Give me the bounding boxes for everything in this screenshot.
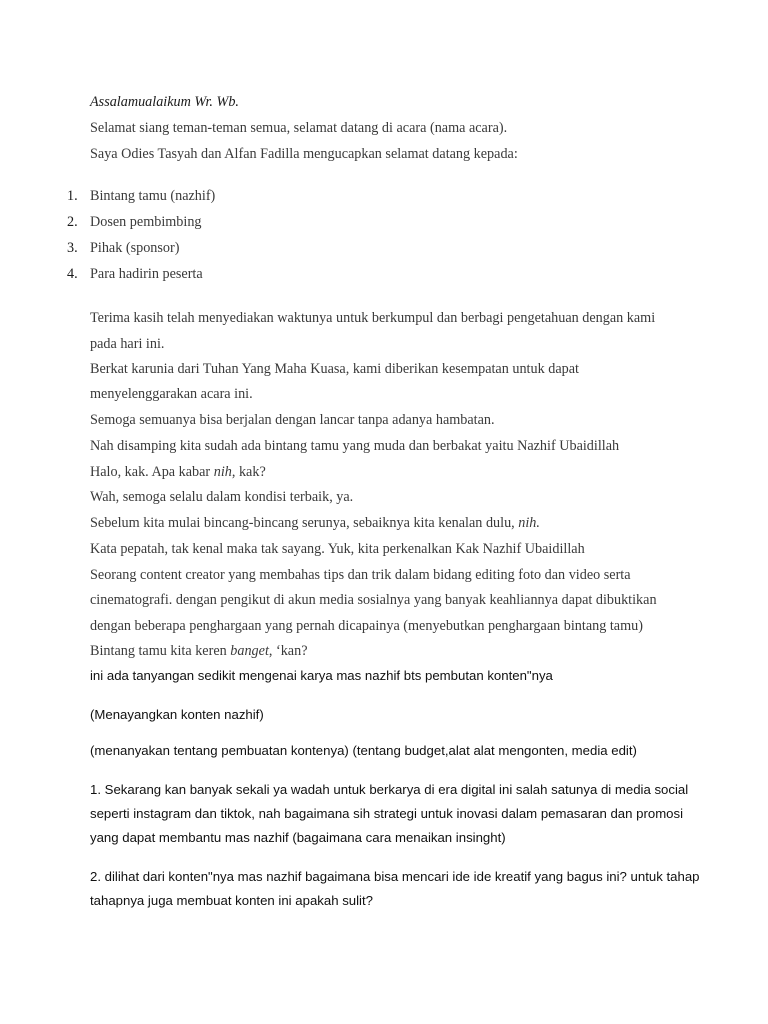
note-line: (menanyakan tentang pembuatan kontenya) (tentang budget,alat alat mengonten, media edit) [90, 743, 637, 758]
paragraph-line: Halo, kak. Apa kabar nih, kak? [90, 464, 266, 480]
list-item: Dosen pembimbing [90, 214, 202, 230]
list-item: Para hadirin peserta [90, 266, 203, 282]
question-line: seperti instagram dan tiktok, nah bagaimana sih strategi untuk inovasi dalam pemasaran dan promosi [90, 806, 684, 821]
paragraph-line: Berkat karunia dari Tuhan Yang Maha Kuasa, kami diberikan kesempatan untuk dapat [90, 361, 579, 377]
question-line: yang dapat membantu mas nazhif (bagaimana cara menaikan insinght) [90, 830, 506, 845]
paragraph-line: Sebelum kita mulai bincang-bincang serunya, sebaiknya kita kenalan dulu, nih. [90, 515, 540, 531]
note-line: (Menayangkan konten nazhif) [90, 707, 264, 722]
note-line: ini ada tanyangan sedikit mengenai karya mas nazhif bts pembutan konten"nya [90, 668, 553, 683]
question-line: 1. Sekarang kan banyak sekali ya wadah untuk berkarya di era digital ini salah satunya di media social [90, 782, 689, 797]
paragraph-line: Terima kasih telah menyediakan waktunya untuk berkumpul dan berbagi pengetahuan dengan kami [90, 310, 656, 326]
greeting-line: Assalamualaikum Wr. Wb. [90, 94, 239, 110]
paragraph-line: Nah disamping kita sudah ada bintang tamu yang muda dan berbakat yaitu Nazhif Ubaidillah [90, 438, 620, 454]
paragraph-line: Semoga semuanya bisa berjalan dengan lancar tanpa adanya hambatan. [90, 412, 495, 428]
paragraph-line: Seorang content creator yang membahas tips dan trik dalam bidang editing foto dan video serta [90, 567, 631, 583]
list-item-number: 1. [67, 188, 78, 204]
list-item-number: 2. [67, 214, 78, 230]
paragraph-line: pada hari ini. [90, 336, 165, 352]
paragraph-line: dengan beberapa penghargaan yang pernah dicapainya (menyebutkan penghargaan bintang tamu) [90, 618, 643, 634]
paragraph-line: Kata pepatah, tak kenal maka tak sayang. Yuk, kita perkenalkan Kak Nazhif Ubaidillah [90, 541, 585, 557]
list-item-number: 4. [67, 266, 78, 282]
paragraph-line: Bintang tamu kita keren banget, ‘kan? [90, 643, 308, 659]
list-item: Pihak (sponsor) [90, 240, 180, 256]
list-item-number: 3. [67, 240, 78, 256]
welcome-line: Selamat siang teman-teman semua, selamat datang di acara (nama acara). [90, 120, 508, 136]
question-line: tahapnya juga membuat konten ini apakah sulit? [90, 893, 373, 908]
paragraph-line: Wah, semoga selalu dalam kondisi terbaik, ya. [90, 489, 354, 505]
question-line: 2. dilihat dari konten"nya mas nazhif bagaimana bisa mencari ide ide kreatif yang bagus ini? untuk tahap [90, 869, 700, 884]
paragraph-line: cinematografi. dengan pengikut di akun media sosialnya yang banyak keahliannya dapat dibuktikan [90, 592, 657, 608]
hosts-line: Saya Odies Tasyah dan Alfan Fadilla mengucapkan selamat datang kepada: [90, 146, 518, 162]
list-item: Bintang tamu (nazhif) [90, 188, 216, 204]
paragraph-line: menyelenggarakan acara ini. [90, 386, 253, 402]
